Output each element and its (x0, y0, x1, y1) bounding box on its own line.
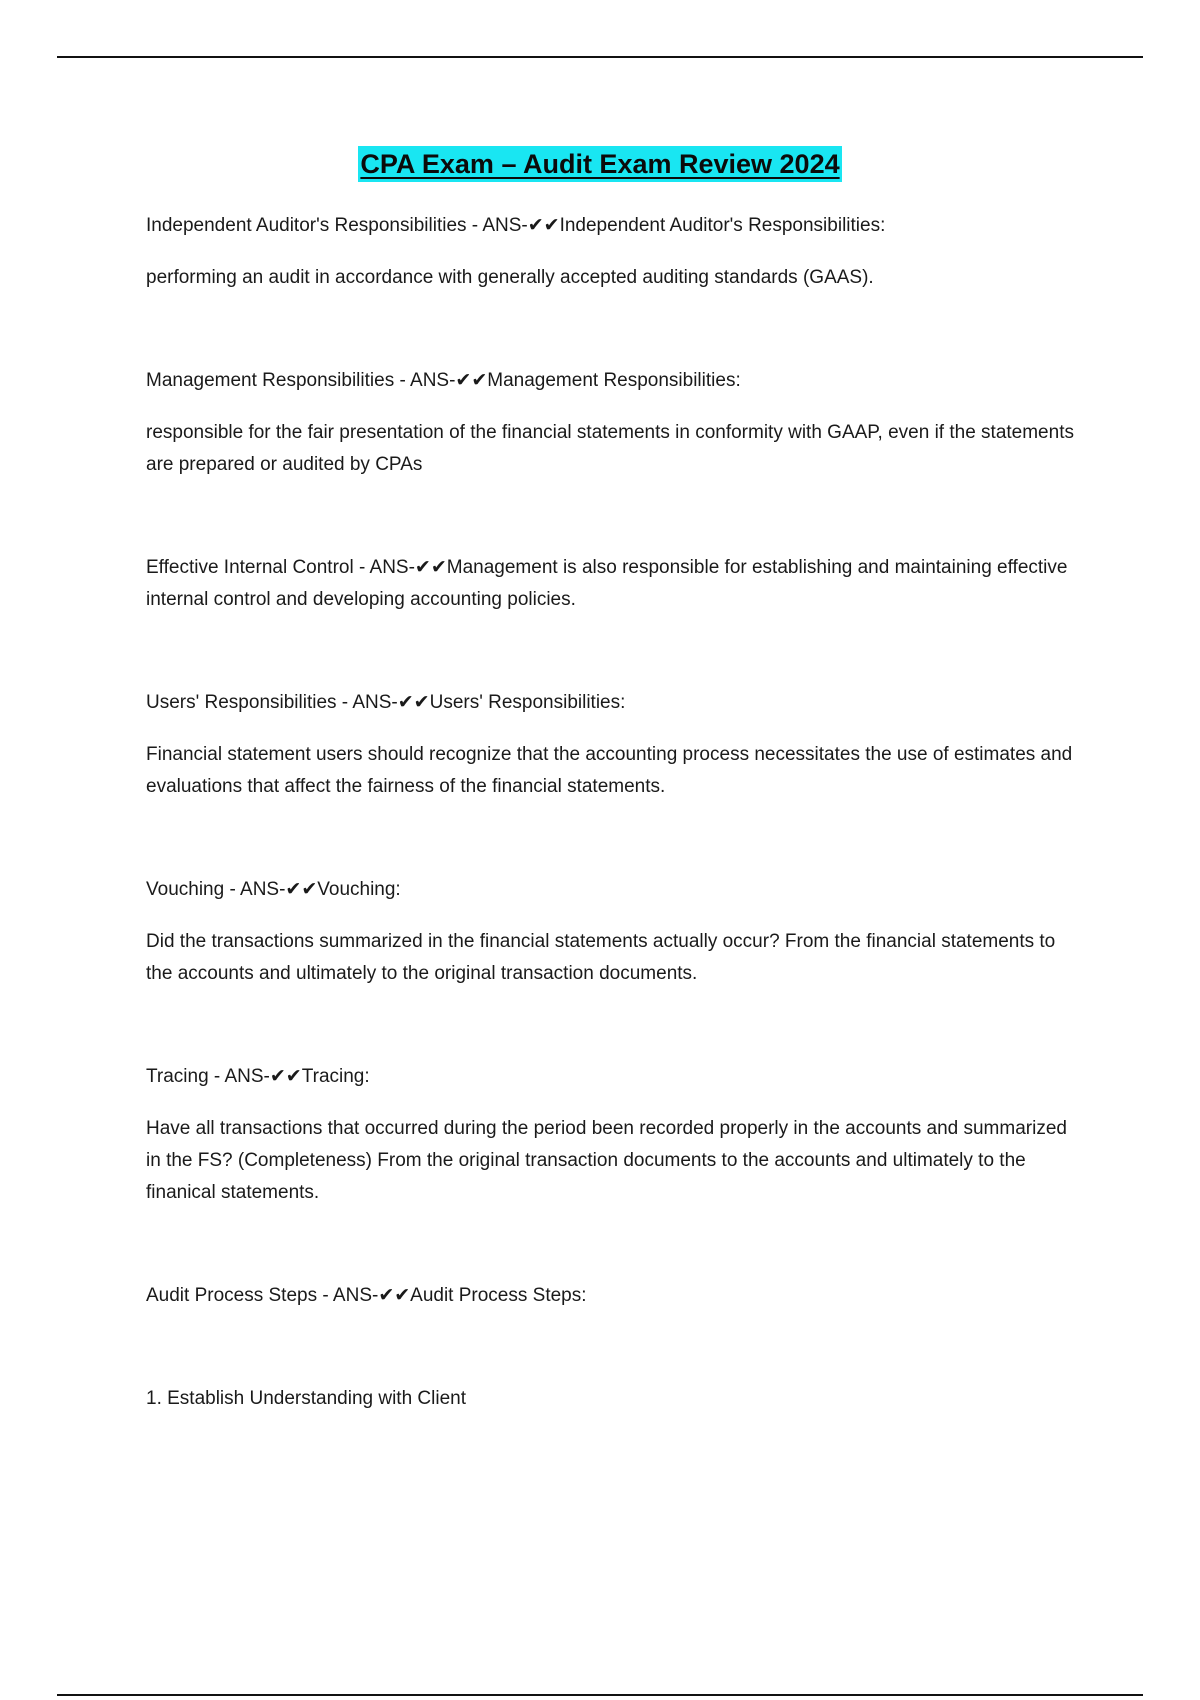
document-body (146, 210, 1076, 1415)
steps-spacer (146, 1312, 1076, 1383)
entry-answer: Have all transactions that occurred during the period been recorded properly in the accounts and summarized in the FS? (Completeness) From the original transaction documents to the accounts and ultimately to the finanical statements. (146, 1118, 1067, 1203)
entry-vouching (146, 874, 1076, 990)
entry-tracing (146, 1061, 1076, 1209)
top-rule (57, 56, 1143, 58)
entry-question: Independent Auditor's Responsibilities - ANS-✔✔Independent Auditor's Responsibilities: (146, 215, 886, 236)
entry-internal-control (146, 552, 1076, 616)
document-title: CPA Exam – Audit Exam Review 2024 (358, 146, 841, 182)
entry-answer: Financial statement users should recognize that the accounting process necessitates the use of estimates and evaluations that affect the fairness of the financial statements. (146, 744, 1073, 797)
entry-question: Management Responsibilities - ANS-✔✔Management Responsibilities: (146, 370, 741, 391)
entry-question: Vouching - ANS-✔✔Vouching: (146, 879, 401, 900)
bottom-rule (57, 1694, 1143, 1696)
entry-question: Audit Process Steps - ANS-✔✔Audit Process Steps: (146, 1285, 587, 1306)
entry-question: Effective Internal Control - ANS-✔✔Management is also responsible for establishing and maintaining effective internal control and developing accounting policies. (146, 557, 1068, 610)
title-wrapper (0, 146, 1200, 182)
entry-management (146, 365, 1076, 481)
entry-question: Users' Responsibilities - ANS-✔✔Users' Responsibilities: (146, 692, 626, 713)
entry-question: Tracing - ANS-✔✔Tracing: (146, 1066, 370, 1087)
entry-answer: performing an audit in accordance with generally accepted auditing standards (GAAS). (146, 267, 874, 288)
entry-audit-process (146, 1280, 1076, 1415)
entry-answer: responsible for the fair presentation of the financial statements in conformity with GAAP, even if the statements are prepared or audited by CPAs (146, 422, 1074, 475)
entry-independent-auditor (146, 210, 1076, 294)
entry-users (146, 687, 1076, 803)
entry-answer: Did the transactions summarized in the financial statements actually occur? From the financial statements to the accounts and ultimately to the original transaction documents. (146, 931, 1056, 984)
audit-step-item: 1. Establish Understanding with Client (146, 1388, 467, 1409)
